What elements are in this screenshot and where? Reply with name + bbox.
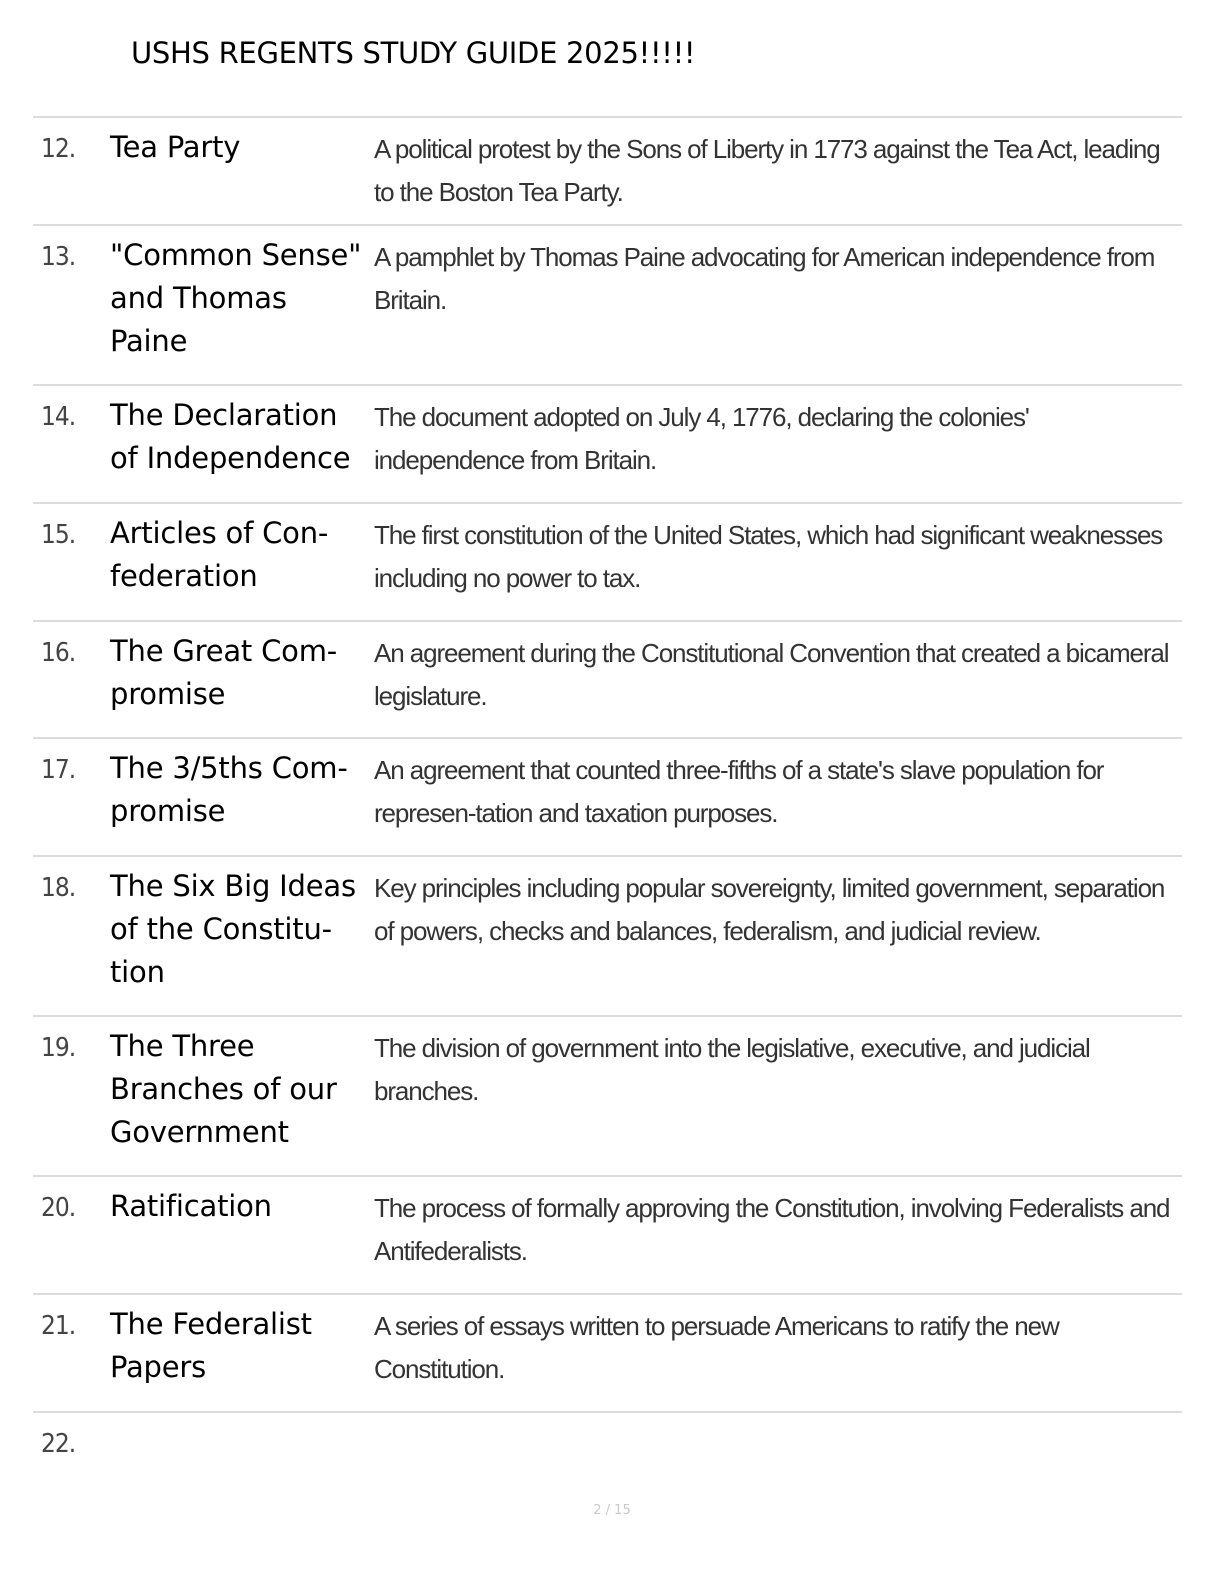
row-term: The 3/5ths Com-promise (110, 751, 348, 828)
row-number: 19. (41, 1033, 76, 1063)
table-row (33, 737, 1182, 855)
row-definition: Key principles including popular sovereignty, limited government, separation of powers, checks and balances, federalism, and judicial review. (374, 873, 1165, 946)
row-definition: A political protest by the Sons of Liberty in 1773 against the Tea Act, leading to the Boston Tea Party. (374, 134, 1160, 207)
row-term: The Great Com-promise (110, 634, 338, 711)
table-row (33, 620, 1182, 737)
row-number: 22. (41, 1429, 76, 1459)
page-indicator: 2 / 15 (593, 1503, 631, 1518)
row-definition: The process of formally approving the Constitution, involving Federalists and Antifederalists. (374, 1193, 1170, 1266)
row-number: 13. (41, 242, 76, 272)
row-number: 12. (41, 134, 76, 164)
table-row (33, 1175, 1182, 1293)
table-row (33, 1015, 1182, 1175)
row-number: 14. (41, 402, 76, 432)
row-number: 15. (41, 520, 76, 550)
table-row (33, 1293, 1182, 1411)
document-title: USHS REGENTS STUDY GUIDE 2025!!!!! (131, 36, 696, 70)
row-term: Articles of Con-federation (110, 516, 329, 593)
row-number: 21. (41, 1311, 76, 1341)
row-term: The Federalist Papers (110, 1307, 312, 1384)
table-row (33, 224, 1182, 384)
table-row (33, 116, 1182, 224)
row-number: 16. (41, 638, 76, 668)
row-definition: The document adopted on July 4, 1776, declaring the colonies' independence from Britain. (374, 402, 1029, 475)
row-term: "Common Sense" and Thomas Paine (110, 238, 362, 358)
row-definition: A series of essays written to persuade Americans to ratify the new Constitution. (374, 1311, 1059, 1384)
row-definition: An agreement during the Constitutional Convention that created a bicameral legislature. (374, 638, 1169, 711)
row-term: The Six Big Ideas of the Constitu-tion (110, 869, 356, 989)
table-row (33, 384, 1182, 502)
row-number: 18. (41, 873, 76, 903)
row-number: 17. (41, 755, 76, 785)
table-row (33, 855, 1182, 1015)
row-term: The Declaration of Independence (110, 398, 351, 475)
row-definition: The division of government into the legislative, executive, and judicial branches. (374, 1033, 1090, 1106)
study-guide-table (33, 116, 1182, 1481)
row-definition: A pamphlet by Thomas Paine advocating for American independence from Britain. (374, 242, 1155, 315)
row-definition: The first constitution of the United States, which had significant weaknesses including no power to tax. (374, 520, 1163, 593)
row-number: 20. (41, 1193, 76, 1223)
row-term: The Three Branches of our Government (110, 1029, 337, 1149)
table-row (33, 502, 1182, 620)
row-definition: An agreement that counted three-fifths of a state's slave population for represen-tation and taxation purposes. (374, 755, 1104, 828)
row-term: Tea Party (110, 130, 241, 164)
row-term: Ratification (110, 1189, 272, 1223)
table-row (33, 1411, 1182, 1481)
